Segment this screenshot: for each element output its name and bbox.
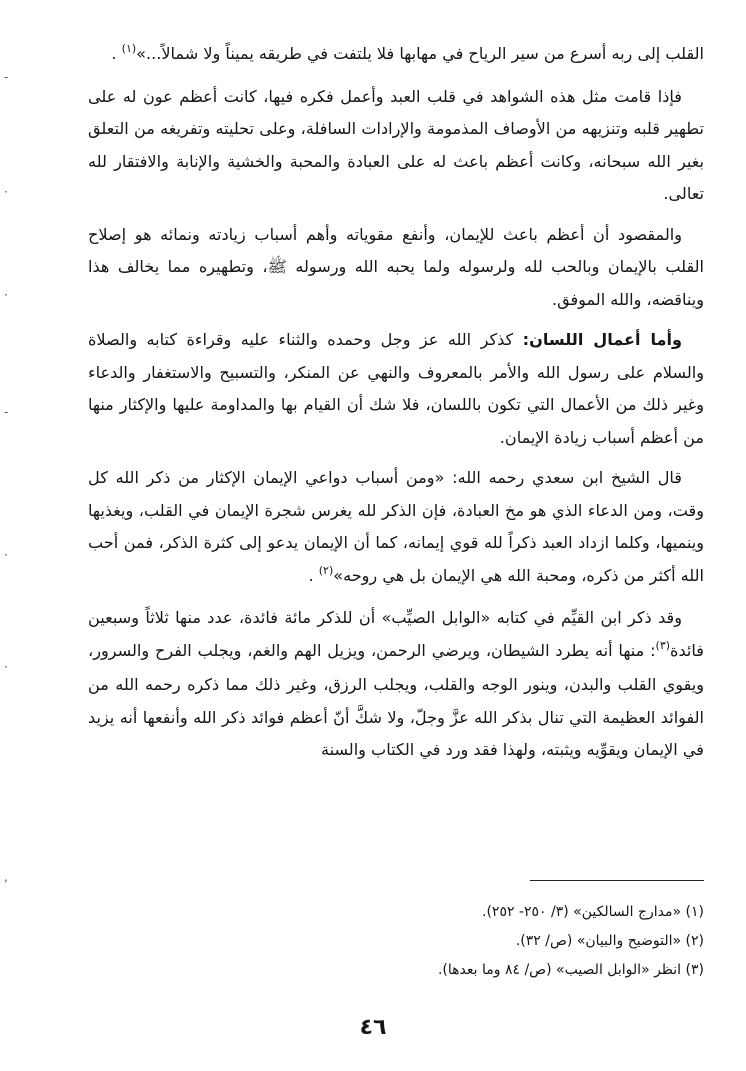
footnote-3: (٣) انظر «الوابل الصيب» (ص/ ٨٤ وما بعدها). bbox=[437, 962, 704, 978]
paragraph-3 bbox=[88, 219, 704, 317]
paragraph-3-text: والمقصود أن أعظم باعث للإيمان، وأنفع مقوياته وأهم أسباب زيادته ونمائه هو إصلاح القلب بالإيمان وبالحب لله ولرسوله ولما يحبه الله ورسوله ﷺ، وتطهيره مما يخالف هذا ويناقضه، والله الموفق. bbox=[88, 224, 704, 309]
paragraph-2 bbox=[88, 81, 704, 211]
footnotes-list bbox=[84, 898, 704, 985]
section-heading-tongue-deeds: وأما أعمال اللسان: bbox=[522, 330, 682, 349]
scan-edge-mark: · bbox=[4, 288, 8, 302]
footnote-2: (٢) «التوضيح والبيان» (ص/ ٣٢). bbox=[515, 933, 704, 949]
scan-edge-mark: · bbox=[4, 548, 8, 562]
footnote-marker-3: (٣) bbox=[655, 638, 671, 652]
paragraph-1-tail: . bbox=[111, 44, 122, 63]
footnote-marker-1: (١) bbox=[121, 42, 137, 55]
footnote-separator bbox=[530, 880, 704, 881]
scan-edge-mark: , bbox=[4, 870, 8, 884]
paragraph-5-tail: . bbox=[308, 565, 319, 585]
paragraph-1 bbox=[88, 38, 704, 73]
paragraph-5-text: قال الشيخ ابن سعدي رحمه الله: «ومن أسباب دواعي الإيمان الإكثار من ذكر الله كل وقت، ومن الدعاء الذي هو مخ العبادة، فإن الذكر لله يغرس شجرة الإيمان في القلب، ويغذيها وينميها، وكلما ازداد العبد ذكراً لله قوي إيمانه، كما أن الإيمان يدعو إلى كثرة الذكر، فمن أحب الله أكثر من ذكره، ومحبة الله هي الإيمان بل هي روحه» bbox=[88, 468, 704, 585]
footnote-1: (١) «مدارج السالكين» (٣/ ٢٥٠- ٢٥٢). bbox=[482, 904, 704, 920]
scan-edge-mark: · bbox=[4, 185, 8, 199]
main-text bbox=[88, 38, 704, 775]
paragraph-2-text: فإذا قامت مثل هذه الشواهد في قلب العبد وأعمل فكره فيها، كانت أعظم عون له على تطهير قلبه وتنزيهه من الأوصاف المذمومة والإرادات السافلة، وعلى تحليته وتفريغه من التعلق بغير الله سبحانه، وكانت أعظم باعث له على العبادة والمحبة والخشية والإنابة والافتقار لله تعالى. bbox=[88, 86, 704, 203]
paragraph-6-tail: : منها أنه يطرد الشيطان، ويرضي الرحمن، ويزيل الهم والغم، ويجلب الفرح والسرور، ويقوي القلب والبدن، وينور الوجه والقلب، ويجلب الرزق، وغير ذلك مما ذكره رحمه الله من الفوائد العظيمة التي تنال بذكر الله عزَّ وجلّ، ولا شكَّ أنّ أعظم فوائد ذكر الله وأنفعها أنه يزيد في الإيمان ويقوِّيه ويثبته، ولهذا فقد ورد في الكتاب والسنة bbox=[88, 640, 704, 759]
scan-edge-mark: · bbox=[4, 660, 8, 674]
scan-edge-mark: - bbox=[4, 405, 9, 419]
paragraph-4-text: كذكر الله عز وجل وحمده والثناء عليه وقراءة كتابه والصلاة والسلام على رسول الله والأمر بالمعروف والنهي عن المنكر، والتسبيح والاستغفار والدعاء وغير ذلك من الأعمال التي تكون باللسان، فلا شك أن القيام بها والمداومة عليها والإكثار منها من أعظم أسباب زيادة الإيمان. bbox=[88, 330, 704, 447]
paragraph-5 bbox=[88, 462, 704, 594]
paragraph-4 bbox=[88, 324, 704, 454]
footnote-marker-2: (٢) bbox=[318, 563, 334, 577]
paragraph-6 bbox=[88, 602, 704, 767]
scan-edge-mark: - bbox=[4, 70, 9, 84]
paragraph-1-text: القلب إلى ربه أسرع من سير الرياح في مهابها فلا يلتفت في طريقه يميناً ولا شمالاً...» bbox=[136, 44, 704, 63]
page-number: ٤٦ bbox=[359, 1015, 387, 1040]
paragraph-6-text: وقد ذكر ابن القيِّم في كتابه «الوابل الصيِّب» أن للذكر مائة فائدة، عدد منها ثلاثاً وسبعين فائدة bbox=[88, 608, 704, 660]
